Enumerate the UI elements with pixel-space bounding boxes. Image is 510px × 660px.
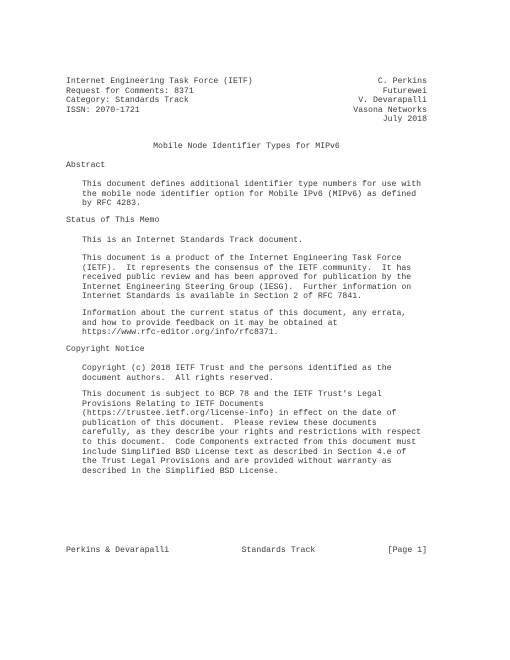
header-row	[66, 77, 427, 87]
status-paragraph-1	[82, 236, 432, 246]
header-author-1: C. Perkins	[377, 77, 427, 86]
header-organization: Internet Engineering Task Force (IETF)	[66, 77, 253, 86]
header-issn: ISSN: 2070-1721	[66, 105, 140, 115]
header-row	[66, 96, 427, 106]
header-row	[66, 87, 427, 97]
header-category: Category: Standards Track	[66, 96, 189, 106]
copyright-paragraph-1	[82, 364, 432, 383]
paragraph-line: Copyright (c) 2018 IETF Trust and the persons identified as the	[82, 364, 392, 373]
copyright-paragraph-2	[82, 390, 432, 476]
paragraph-line: described in the Simplified BSD License.	[82, 466, 279, 476]
paragraph-line: Provisions Relating to IETF Documents	[82, 399, 264, 409]
status-paragraph-3	[82, 309, 432, 338]
paragraph-line: https://www.rfc-editor.org/info/rfc8371.	[82, 328, 279, 338]
copyright-heading: Copyright Notice	[66, 345, 145, 354]
document-title: Mobile Node Identifier Types for MIPv6	[153, 142, 340, 151]
header-author-2: V. Devarapalli	[358, 96, 427, 106]
footer-authors: Perkins & Devarapalli	[66, 546, 170, 555]
paragraph-line: the mobile node identifier option for Mobile IPv6 (MIPv6) as defined	[82, 189, 417, 199]
header-affiliation-1: Futurewei	[382, 86, 427, 96]
abstract-heading: Abstract	[66, 161, 106, 170]
header-affiliation-2: Vasona Networks	[353, 105, 427, 115]
abstract-paragraph	[82, 180, 432, 209]
paragraph-line: This document defines additional identifier type numbers for use with	[82, 180, 422, 189]
paragraph-line: the Trust Legal Provisions and are provided without warranty as	[82, 457, 392, 467]
header-row	[66, 106, 427, 116]
paragraph-line: document authors. All rights reserved.	[82, 373, 274, 383]
header-date: July 2018	[382, 115, 427, 125]
document-header	[66, 77, 427, 125]
header-rfc-number: Request for Comments: 8371	[66, 86, 194, 96]
paragraph-line: (IETF). It represents the consensus of the IETF community. It has	[82, 263, 412, 273]
header-row	[66, 115, 427, 125]
paragraph-line: received public review and has been approved for publication by the	[82, 273, 412, 283]
paragraph-line: Internet Engineering Steering Group (IESG). Further information on	[82, 282, 412, 292]
paragraph-line: to this document. Code Components extracted from this document must	[82, 437, 417, 447]
paragraph-line: This document is a product of the Internet Engineering Task Force	[82, 254, 402, 263]
paragraph-line: by RFC 4283.	[82, 199, 141, 209]
paragraph-line: Internet Standards is available in Section 2 of RFC 7841.	[82, 292, 363, 302]
paragraph-line: and how to provide feedback on it may be obtained at	[82, 318, 338, 328]
paragraph-line: include Simplified BSD License text as described in Section 4.e of	[82, 447, 407, 457]
page-footer	[66, 546, 427, 556]
paragraph-line: publication of this document. Please review these documents	[82, 418, 377, 428]
footer-category: Standards Track	[241, 546, 316, 555]
paragraph-line: This document is subject to BCP 78 and the IETF Trust's Legal	[82, 390, 382, 399]
footer-page-number: [Page 1]	[387, 546, 427, 555]
paragraph-line: This is an Internet Standards Track document.	[82, 236, 304, 245]
paragraph-line: carefully, as they describe your rights and restrictions with respect	[82, 428, 422, 438]
status-paragraph-2	[82, 254, 432, 302]
status-heading: Status of This Memo	[66, 216, 160, 225]
paragraph-line: (https://trustee.ietf.org/license-info) in effect on the date of	[82, 409, 397, 419]
paragraph-line: Information about the current status of this document, any errata,	[82, 309, 407, 318]
